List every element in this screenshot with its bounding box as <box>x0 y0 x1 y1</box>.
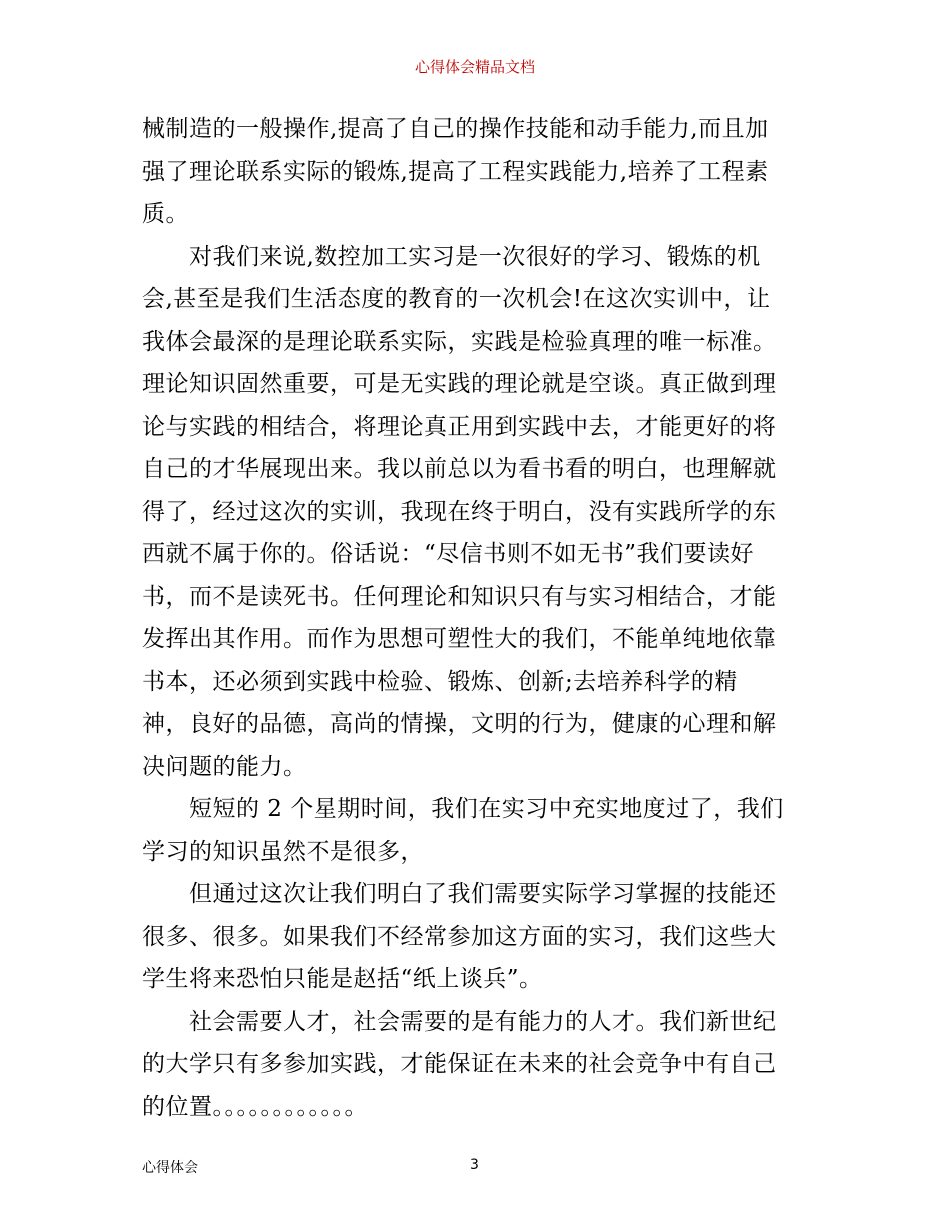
body-line: 书本，还必须到实践中检验、锻炼、创新;去培养科学的精 <box>142 668 738 695</box>
body-line: 会,甚至是我们生活态度的教育的一次机会!在这次实训中，让 <box>142 286 771 312</box>
body-line: 我体会最深的是理论联系实际，实践是检验真理的唯一标准。 <box>142 328 777 355</box>
body-line: 西就不属于你的。俗话说：“尽信书则不如无书”我们要读好 <box>142 541 755 567</box>
body-line: 学生将来恐怕只能是赵括“纸上谈兵”。 <box>142 966 543 992</box>
body-line: 决问题的能力。 <box>142 753 307 780</box>
page-footer-label: 心得体会 <box>142 1160 198 1176</box>
body-line: 自己的才华展现出来。我以前总以为看书看的明白，也理解就 <box>142 456 777 482</box>
body-line: 论与实践的相结合，将理论真正用到实践中去，才能更好的将 <box>142 413 777 440</box>
page-header-title: 心得体会精品文档 <box>414 58 535 76</box>
body-line: 质。 <box>142 201 189 227</box>
body-line: 理论知识固然重要，可是无实践的理论就是空谈。真正做到理 <box>142 371 777 397</box>
page-number: 3 <box>470 1157 479 1173</box>
body-line: 强了理论联系实际的锻炼,提高了工程实践能力,培养了工程素 <box>142 158 769 185</box>
body-line: 对我们来说,数控加工实习是一次很好的学习、锻炼的机 <box>142 243 761 270</box>
body-line: 但通过这次让我们明白了我们需要实际学习掌握的技能还 <box>142 881 777 907</box>
body-line: 的大学只有多参加实践，才能保证在未来的社会竞争中有自己 <box>142 1051 777 1077</box>
body-line: 学习的知识虽然不是很多， <box>142 838 424 865</box>
body-line: 书，而不是读死书。任何理论和知识只有与实习相结合，才能 <box>142 583 777 610</box>
body-line: 短短的 2 个星期时间，我们在实习中充实地度过了，我们 <box>142 796 784 822</box>
body-line: 发挥出其作用。而作为思想可塑性大的我们，不能单纯地依靠 <box>142 626 777 652</box>
body-line: 械制造的一般操作,提高了自己的操作技能和动手能力,而且加 <box>142 116 769 142</box>
body-line: 很多、很多。如果我们不经常参加这方面的实习，我们这些大 <box>142 923 777 950</box>
body-line: 神，良好的品德，高尚的情操，文明的行为，健康的心理和解 <box>142 711 777 737</box>
document-body <box>142 108 814 1128</box>
body-line: 得了，经过这次的实训，我现在终于明白，没有实践所学的东 <box>142 498 777 525</box>
body-line: 社会需要人才，社会需要的是有能力的人才。我们新世纪 <box>142 1008 777 1035</box>
body-line: 的位置。。。。。。。。。。。。 <box>142 1093 368 1120</box>
